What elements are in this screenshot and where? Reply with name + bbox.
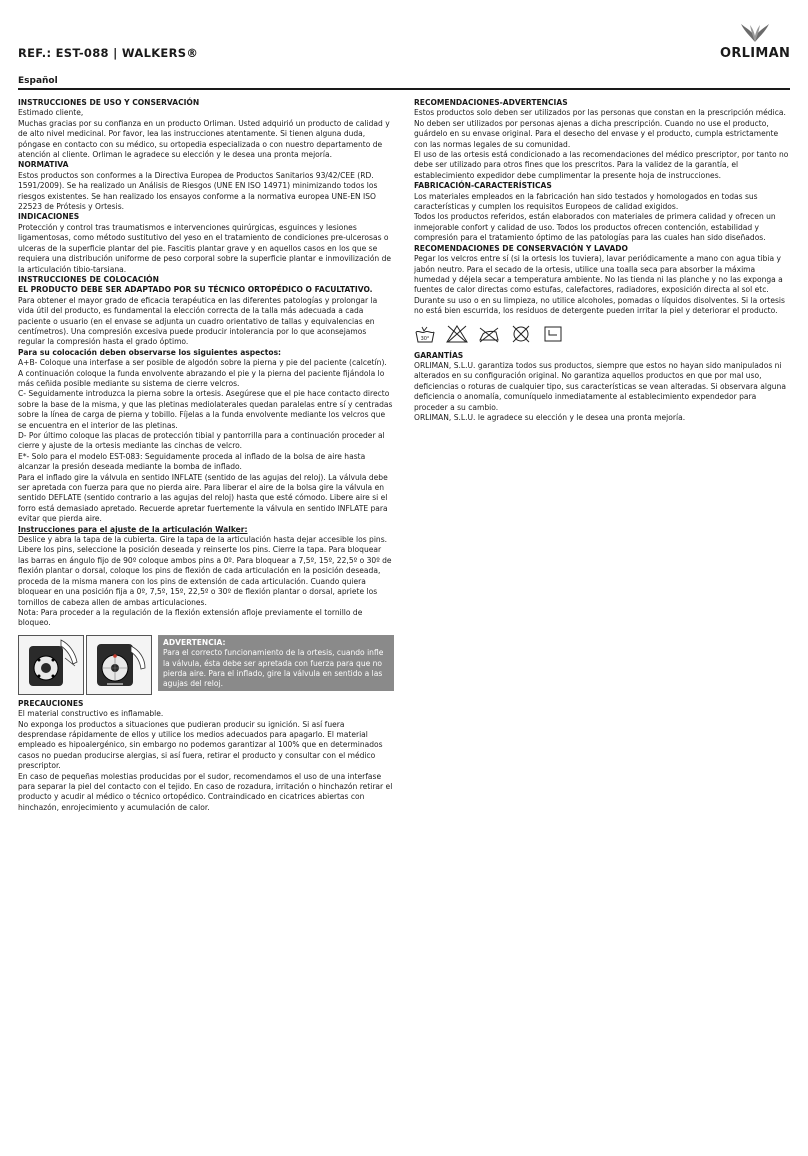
valve-illustration-2	[86, 635, 152, 695]
brand-logo	[720, 22, 790, 68]
garantias-title: GARANTÍAS	[414, 350, 464, 360]
warning-box	[158, 635, 394, 691]
dry-flat-icon	[542, 324, 564, 344]
colocacion-text: Para obtener el mayor grado de eficacia terapéutica en las diferentes patologías y prolongar la vida útil del producto, es fundamental la elección correcta de la talla más adecuada a cada paciente o usuario (en el envase se adjunta un cuadro orientativo de tallas y equivalencias en centímetros). Una compresión excesiva puede producir intolerancia por lo que aconsejamos regular la compresión hasta el grado óptimo.	[18, 295, 378, 347]
care-symbols	[414, 323, 790, 345]
precauciones-text-3: En caso de pequeñas molestias producidas por el sudor, recomendamos el uso de una interfase para separar la piel del contacto con el tejido. En caso de rozadura, irritación o hinchazón retirar el producto y acudir al médico o técnico ortopédico. Contraindicado en cicatrices abiertas con hinchazón, enrojecimiento y acumulación de calor.	[18, 771, 393, 812]
step-e: E*- Solo para el modelo EST-083: Seguidamente proceda al inflado de la bolsa de aire hasta alcanzar la presión deseada mediante la bomba de inflado.	[18, 451, 366, 472]
no-iron-icon	[478, 324, 500, 344]
language-divider	[18, 88, 790, 90]
hand-wash-icon	[414, 324, 436, 344]
step-d: D- Por último coloque las placas de protección tibial y pantorrilla para a continuación proceder al cierre y ajuste de la ortesis mediante las cinchas de velcro.	[18, 431, 385, 451]
inflado-text: Para el inflado gire la válvula en sentido INFLATE (sentido de las agujas del reloj). La válvula debe ser apretada con fuerza para que no pierda aire. Para liberar el aire de la bolsa gire la válvula en sentido DEFLATE (sentido contrario a las agujas del reloj) hasta que esté cómodo. Libere aire si el forro está demasiado apretado. Recuerde apretar fuertemente la válvula en sentido INFLATE para evitar que pierda aire.	[18, 472, 388, 524]
precauciones-title: PRECAUCIONES	[18, 698, 84, 708]
right-column	[414, 98, 790, 423]
fabricacion-text-2: Todos los productos referidos, están elaborados con materiales de primera calidad y ofrecen un inmejorable confort y calidad de uso. Todos los productos ofrecen contención, estabilidad y compresión para el tratamiento óptimo de las patologías para las cuales han sido diseñados.	[414, 212, 776, 243]
orliman-wings-logo-icon	[740, 22, 770, 44]
normativa-title: NORMATIVA	[18, 160, 69, 170]
no-bleach-icon	[446, 324, 468, 344]
greeting: Estimado cliente,	[18, 108, 84, 118]
warning-text: Para el correcto funcionamiento de la ortesis, cuando infle la válvula, ésta debe ser apretada con fuerza para que no pierda aire. Para el inflado, gire la válvula en sentido a las agujas del reloj.	[163, 648, 384, 689]
indicaciones-text: Protección y control tras traumatismos e intervenciones quirúrgicas, esguinces y lesiones ligamentosas, como método sustitutivo del yeso en el tratamiento de condiciones pre-ulcerosas o ulceras de la superficie plantar del pie. Fascitis plantar grave y en aquellos casos en los que se requiera una distribución uniforme de peso corporal sobre la superficie plantar e inmovilización de la articulación tibio-tarsiana.	[18, 222, 392, 274]
indicaciones-title: INDICACIONES	[18, 212, 80, 222]
garantias-text-2: ORLIMAN, S.L.U. le agradece su elección y le desea una pronta mejoría.	[414, 412, 686, 422]
fabricacion-text-1: Los materiales empleados en la fabricación han sido testados y homologados en todas sus características y cumplen los requisitos Europeos de calidad exigidos.	[414, 191, 758, 212]
colocacion-title: INSTRUCCIONES DE COLOCACIÓN	[18, 274, 159, 284]
garantias-text-1: ORLIMAN, S.L.U. garantiza todos sus productos, siempre que estos no hayan sido manipulados ni alterados en su configuración original. No garantiza aquellos productos en que por mal uso, deficiencias o roturas de cualquier tipo, sus características se vean alteradas. Si observara alguna deficiencia o anomalía, comuníquelo inmediatamente al establecimiento expendedor para proceder a su cambio.	[414, 360, 786, 412]
recomendaciones-text-2: El uso de las ortesis está condicionado a las recomendaciones del médico prescriptor, por tanto no debe ser utilizado para otros fines que los prescritos. Para la validez de la garantía, el establecimiento expedidor debe cumplimentar la presente hoja de instrucciones.	[414, 150, 789, 180]
precauciones-text-2: No exponga los productos a situaciones que pudieran producir su ignición. Si así fuera desprendase rápidamente de ellos y utilice los medios adecuados para apagarlo. El material empleado es hipoalergénico, sin embargo no podemos garantizar al 100% que en determinados casos no puedan producirse alergias, si así fuera, retirar el producto y consultar con el médico prescriptor.	[18, 719, 383, 771]
colocacion-subtitle: EL PRODUCTO DEBE SER ADAPTADO POR SU TÉCNICO ORTOPÉDICO O FACULTATIVO.	[18, 285, 373, 295]
precauciones-text-1: El material constructivo es inflamable.	[18, 709, 164, 719]
warning-title: ADVERTENCIA:	[163, 637, 226, 647]
ajuste-text: Deslice y abra la tapa de la cubierta. Gire la tapa de la articulación hasta dejar accesible los pins. Libere los pins, seleccione la posición deseada y reinserte los pins. Cierre la tapa. Para bloquear las barras en ángulo fijo de 90º coloque ambos pins a 0º. Para bloquear a 7,5º, 15º, 22,5º o 30º de flexión plantar o dorsal, coloque los pins de flexión de cada articulación en la posición deseada, proceda de la misma manera con los pins de extensión de cada articulación. Cuando quiera bloquear en una posición fija a 0º, 7,5º, 15º, 22,5º o 30º de flexión plantar o dorsal, apriete los tornillos de cabeza allen de ambas articulaciones.	[18, 535, 392, 607]
step-c: C- Seguidamente introduzca la pierna sobre la ortesis. Asegúrese que el pie hace contacto directo sobre la base de la misma, y que las pletinas mediolaterales quedan paralelas entre sí y centradas sobre la línea de carga de pierna y tobillo. Fíjelas a la funda envolvente mediante los velcros que se encuentra en el interior de las pletinas.	[18, 389, 393, 430]
valve-figures	[18, 635, 394, 697]
logo-wordmark: ORLIMAN	[720, 46, 791, 61]
normativa-text: Estos productos son conformes a la Directiva Europea de Productos Sanitarios 93/42/CEE (RD. 1591/2009). Se ha realizado un Análisis de Riesgos (UNE EN ISO 14971) minimizando todos los riesgos existentes. Se han realizado los ensayos conforme a la normativa europea UNE-EN ISO 22523 de Prótesis y Ortesis.	[18, 170, 378, 212]
left-column	[18, 98, 394, 813]
reference-code: REF.: EST-088 | WALKERS®	[18, 46, 199, 60]
ajuste-title: Instrucciones para el ajuste de la articulación Walker:	[18, 524, 248, 534]
fabricacion-title: FABRICACIÓN-CARACTERÍSTICAS	[414, 181, 552, 191]
instructions-title: INSTRUCCIONES DE USO Y CONSERVACIÓN	[18, 98, 200, 107]
lavado-text: Pegar los velcros entre sí (si la ortesis los tuviera), lavar periódicamente a mano con agua tibia y jabón neutro. Para el secado de la ortesis, utilice una toalla seca para absorber la máxima humedad y déjela secar a temperatura ambiente. No las tienda ni las planche y no las exponga a fuentes de calor directas como estufas, calefactores, radiadores, exposición directa al sol etc. Durante su uso o en su limpieza, no utilice alcoholes, pomadas o líquidos disolventes. Si la ortesis no está bien escurrida, los residuos de detergente pueden irritar la piel y deteriorar el producto.	[414, 254, 785, 316]
recomendaciones-title: RECOMENDACIONES-ADVERTENCIAS	[414, 98, 568, 107]
page-header	[18, 44, 790, 74]
recomendaciones-text-1: Estos productos solo deben ser utilizados por las personas que constan en la prescripción médica. No deben ser utilizados por personas ajenas a dicha prescripción. Cuando no use el producto, guárdelo en su envase original. Para el desecho del envase y el producto, cumpla estrictamente con las normas legales de su comunidad.	[414, 108, 786, 149]
no-dry-clean-icon	[510, 324, 532, 344]
aspectos-title: Para su colocación deben observarse los siguientes aspectos:	[18, 347, 282, 357]
step-ab: A+B- Coloque una interfase a ser posible de algodón sobre la pierna y pie del paciente (calcetín). A continuación coloque la funda envolvente abrazando el pie y la pierna del paciente fijándola lo más ceñida posible mediante su sistema de cierre velcros.	[18, 358, 387, 388]
intro-text: Muchas gracias por su confianza en un producto Orliman. Usted adquirió un producto de calidad y de alto nivel medicinal. Por favor, lea las instrucciones atentamente. Si tienen alguna duda, póngase en contacto con su médico, su ortopedia especializada o con nuestro departamento de atención al cliente. Orliman le agradece su elección y le desea una pronta mejoría.	[18, 118, 390, 160]
valve-illustration-1	[18, 635, 84, 695]
language-label: Español	[18, 76, 58, 86]
lavado-title: RECOMENDACIONES DE CONSERVACIÓN Y LAVADO	[414, 243, 628, 253]
wash-temperature: 30°	[420, 335, 430, 342]
nota-text: Nota: Para proceder a la regulación de la flexión extensión afloje previamente el tornillo de bloqueo.	[18, 607, 363, 628]
